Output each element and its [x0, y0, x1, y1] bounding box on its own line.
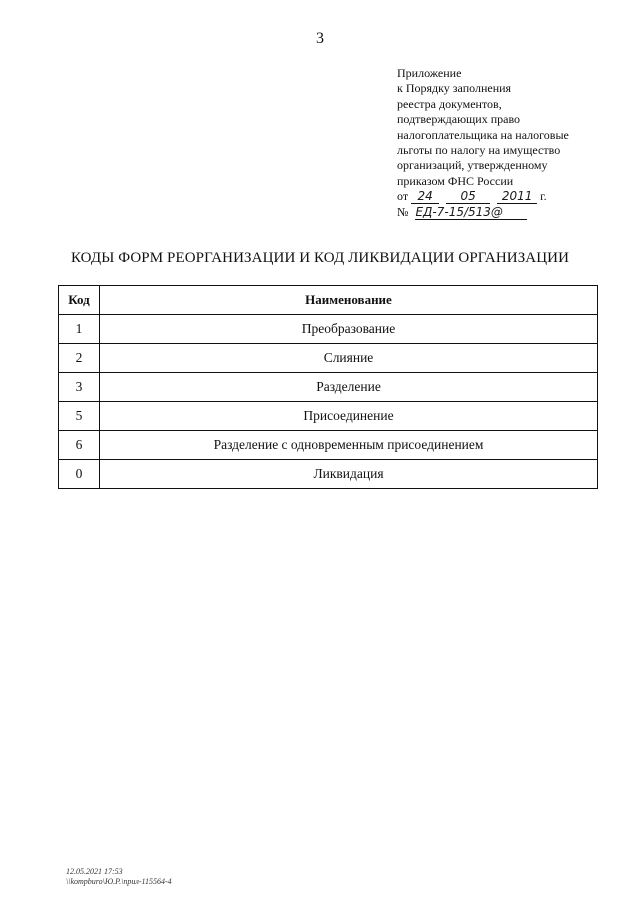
order-number-field [415, 206, 527, 220]
date-day-field [411, 190, 439, 204]
row-code: 3 [59, 373, 100, 402]
footer-stamp [66, 867, 172, 887]
row-name: Преобразование [100, 315, 598, 344]
row-code: 6 [59, 431, 100, 460]
table-row [59, 431, 598, 460]
table-row [59, 373, 598, 402]
appendix-line: организаций, утвержденному [397, 158, 548, 173]
appendix-line: Приложение [397, 66, 462, 80]
date-day: 24 [417, 189, 433, 204]
date-year: 2011 [501, 189, 533, 204]
appendix-line: подтверждающих право [397, 112, 521, 127]
appendix-block [397, 66, 617, 220]
row-name: Разделение [100, 373, 598, 402]
row-name: Разделение с одновременным присоединением [100, 431, 598, 460]
header-name: Наименование [100, 286, 598, 315]
appendix-line: приказом ФНС России [397, 173, 514, 188]
row-name: Слияние [100, 344, 598, 373]
appendix-line: к Порядку заполнения [397, 81, 512, 96]
footer-timestamp: 12.05.2021 17:53 [66, 867, 123, 876]
order-number-line [397, 205, 617, 220]
row-code: 1 [59, 315, 100, 344]
row-name: Присоединение [100, 402, 598, 431]
table-row [59, 315, 598, 344]
row-code: 5 [59, 402, 100, 431]
document-title: КОДЫ ФОРМ РЕОРГАНИЗАЦИИ И КОД ЛИКВИДАЦИИ ОРГАНИЗАЦИИ [70, 250, 570, 266]
table-row [59, 344, 598, 373]
codes-table [58, 285, 598, 489]
row-code: 0 [59, 460, 100, 489]
date-month: 05 [460, 189, 476, 204]
row-name: Ликвидация [100, 460, 598, 489]
page-number: 3 [316, 30, 324, 47]
date-suffix: г. [540, 189, 547, 204]
appendix-line: реестра документов, [397, 96, 502, 111]
date-month-field [446, 190, 490, 204]
footer-file-path: \\kompburo\Ю.Р.\прил-115564-4 [66, 877, 172, 886]
header-code: Код [59, 286, 100, 315]
date-prefix: от [397, 189, 409, 204]
row-code: 2 [59, 344, 100, 373]
table-row [59, 460, 598, 489]
date-year-field [497, 190, 537, 204]
number-prefix: № [397, 204, 409, 219]
order-date-line [397, 189, 617, 204]
table-header-row [59, 286, 598, 315]
table-row [59, 402, 598, 431]
order-number: ЕД-7-15/513@ [415, 204, 503, 219]
appendix-line: налогоплательщика на налоговые [397, 127, 569, 142]
appendix-line: льготы по налогу на имущество [397, 143, 561, 158]
